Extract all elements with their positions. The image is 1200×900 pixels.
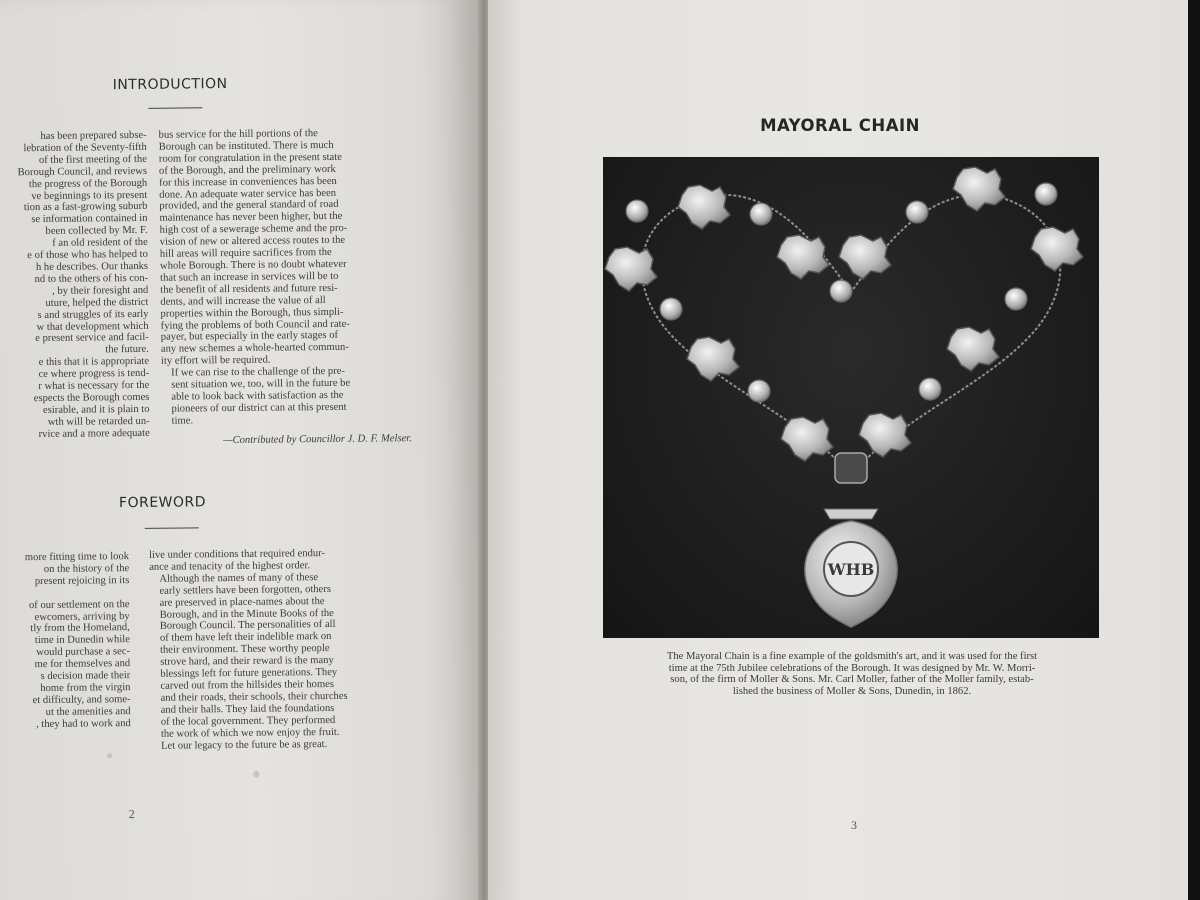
text-line: lebration of the Seventy-fifth (23, 141, 147, 155)
caption-line: son, of the firm of Moller & Sons. Mr. Carl Moller, father of the Moller family, estab- (670, 674, 1034, 686)
text-line: h he describes. Our thanks (35, 260, 149, 274)
foreword-rule (145, 527, 199, 529)
text-line: on the history of the (43, 562, 130, 575)
text-line: present rejoicing in its (34, 574, 130, 587)
text-line: of them have left their indelible mark on (159, 631, 332, 645)
text-line: nd to the others of his con- (34, 272, 149, 285)
text-line: , by their foresight and (52, 284, 149, 297)
text-line: more fitting time to look (24, 551, 130, 564)
text-line: for this increase in conveniences has been (159, 175, 337, 189)
text-line: the progress of the Borough (28, 177, 148, 190)
text-line: and their roads, their schools, their churches (160, 690, 348, 704)
foreword-column-1 (0, 551, 131, 731)
foreword-paragraph (149, 571, 399, 752)
text-line: uture, helped the district (45, 296, 149, 309)
stain (253, 771, 259, 778)
text-line: high cost of a sewerage scheme and the pro- (159, 223, 348, 236)
foreword-heading: FOREWORD (118, 494, 207, 512)
introduction-column-2 (159, 127, 412, 447)
text-line: ity effort will be required. (160, 354, 271, 367)
text-line: w that development which (36, 320, 149, 333)
text-line: home from the virgin (40, 682, 131, 694)
introduction-paragraph (159, 127, 411, 368)
text-line: done. An adequate water service has been (159, 187, 337, 201)
text-line: esirable, and it is plain to (42, 403, 150, 416)
caption-line: lished the business of Moller & Sons, Dunedin, in 1862. (732, 685, 972, 697)
text-line: Borough, and in the Minute Books of the (159, 607, 334, 621)
text-line: would purchase a sec- (36, 646, 131, 659)
introduction-rule (148, 107, 202, 109)
text-line: rvice and a more adequate (38, 427, 150, 440)
text-line: If we can rise to the challenge of the pre- (171, 365, 346, 379)
introduction-paragraph (161, 365, 412, 427)
left-page (0, 0, 488, 900)
caption-line: time at the 75th Jubilee celebrations of the Borough. It was designed by Mr. W. Morri- (668, 662, 1036, 674)
text-line: has been prepared subse- (40, 129, 147, 142)
text-line: et difficulty, and some- (32, 693, 131, 706)
text-line: payer, but especially in the early stages of (160, 330, 339, 344)
text-line: r what is necessary for the (38, 379, 150, 393)
text-line: the benefit of all residents and future resi- (160, 282, 338, 296)
text-line: Let our legacy to the future be as great. (160, 738, 328, 752)
text-line: of the Borough, and the preliminary work (158, 163, 336, 177)
text-line: carved out from the hillsides their homes (160, 678, 335, 692)
text-line: maintenance has never been higher, but the (159, 211, 343, 225)
text-line: their environment. These worthy people (159, 643, 330, 657)
introduction-column-1 (0, 130, 150, 441)
text-line: bus service for the hill portions of the (158, 128, 318, 141)
text-line: e present service and facil- (35, 332, 149, 345)
introduction-signature: —Contributed by Councillor J. D. F. Melser. (223, 432, 412, 446)
background-edge (1188, 0, 1200, 900)
text-line: of the local government. They performed (160, 714, 336, 728)
text-line: been collected by Mr. F. (45, 225, 148, 238)
mayoral-chain-heading: MAYORAL CHAIN (760, 116, 920, 135)
introduction-heading: INTRODUCTION (112, 76, 228, 94)
text-line: and their halls. They laid the foundations (160, 702, 335, 716)
text-line: espects the Borough comes (33, 391, 150, 405)
text-line: any new schemes a whole-hearted commun- (160, 342, 349, 356)
text-line: ce where progress is tend- (38, 367, 150, 381)
text-line: the work of which we now enjoy the fruit. (160, 726, 340, 740)
page-number-right: 3 (851, 818, 857, 832)
text-line: tion as a fast-growing suburb (23, 201, 148, 214)
text-line: time in Dunedin while (34, 634, 130, 647)
text-line: room for congratulation in the present state (158, 151, 342, 165)
text-line: whole Borough. There is no doubt whatever (159, 258, 347, 272)
foreword-column-2 (149, 547, 399, 752)
text-line: early settlers have been forgotten, others (159, 583, 332, 597)
text-line: hill areas will require sacrifices from the (159, 247, 332, 260)
photo-caption (602, 651, 1102, 697)
text-line: Borough Council, and reviews (17, 165, 148, 178)
text-line: , they had to work and (36, 717, 131, 730)
text-line: e this that it is appropriate (38, 356, 150, 369)
text-line: able to look back with satisfaction as the (171, 389, 344, 403)
text-line: Borough Council. The personalities of all (159, 619, 336, 633)
text-line: dents, and will increase the value of all (160, 294, 326, 308)
text-line: blessings left for future generations. They (160, 666, 338, 680)
stain (107, 753, 112, 758)
text-line: wth will be retarded un- (47, 415, 150, 428)
text-line: provided, and the general standard of road (159, 199, 339, 213)
text-line: the future. (105, 344, 149, 356)
text-line: that such an increase in services will be to (160, 270, 339, 284)
text-line: f an old resident of the (52, 237, 148, 250)
text-line: live under conditions that required endur- (148, 548, 326, 561)
text-line: properties within the Borough, thus simpli- (160, 306, 344, 320)
text-line: Although the names of many of these (159, 571, 319, 585)
text-line: s and struggles of its early (37, 308, 149, 321)
mayoral-chain-photo (603, 157, 1099, 638)
text-line: tly from the Homeland, (30, 622, 130, 635)
foreword-paragraph (149, 547, 397, 573)
text-line: strove hard, and their reward is the many (160, 655, 334, 668)
text-line: time. (171, 415, 194, 427)
mayoral-chain-illustration (603, 157, 1099, 638)
text-line: sent situation we, too, will in the future be (171, 377, 351, 391)
text-line: ance and tenacity of the highest order. (149, 560, 311, 573)
text-line: ve beginnings to its present (31, 189, 148, 202)
text-line: ut the amenities and (45, 705, 131, 718)
text-line: fying the problems of both Council and rate- (160, 318, 350, 332)
text-line: ewcomers, arriving by (34, 610, 130, 623)
text-line: are preserved in place-names about the (159, 595, 325, 609)
text-line: me for themselves and (34, 658, 131, 671)
text-line: e of those who has helped to (27, 248, 148, 262)
page-number-left: 2 (128, 807, 135, 822)
text-line: s decision made their (40, 670, 131, 683)
text-line: vision of new or altered access routes to the (159, 234, 346, 248)
text-line: Borough can be instituted. There is much (158, 139, 334, 153)
text-line: pioneers of our district can at this present (171, 401, 347, 415)
text-line: of the first meeting of the (38, 153, 147, 166)
caption-line: The Mayoral Chain is a fine example of the goldsmith's art, and it was used for the first (666, 651, 1038, 662)
badge-monogram: WHB (827, 560, 875, 579)
text-line: of our settlement on the (28, 598, 130, 611)
text-line: se information contained in (31, 213, 148, 226)
